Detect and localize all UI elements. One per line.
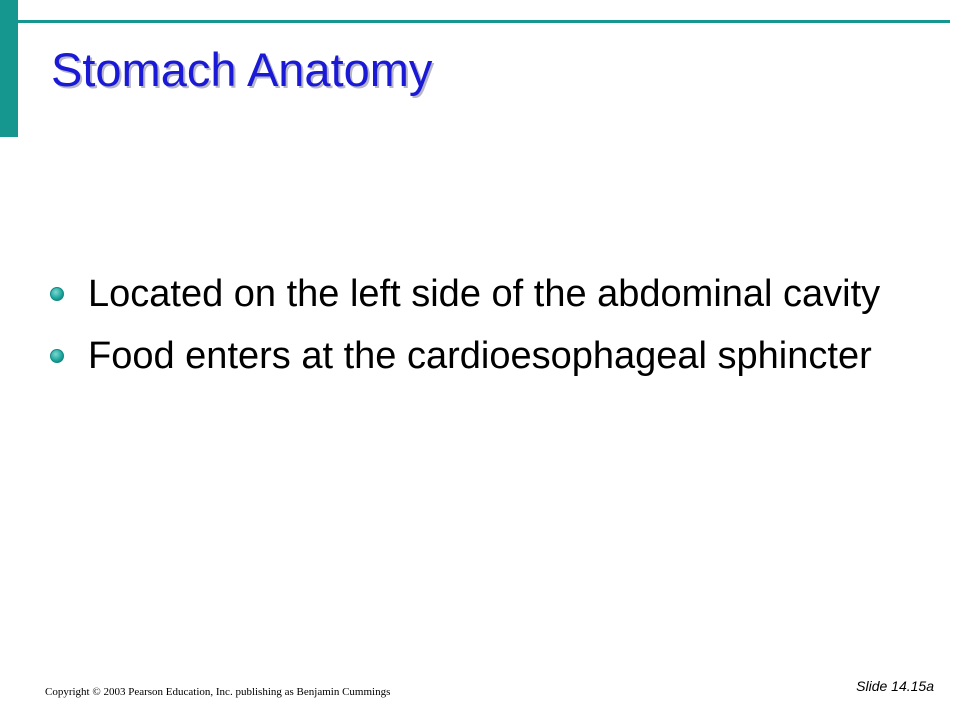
accent-bar-horizontal: [18, 20, 950, 23]
copyright-text: Copyright © 2003 Pearson Education, Inc. publishing as Benjamin Cummings: [45, 686, 391, 698]
accent-bar-vertical: [0, 0, 18, 137]
bullet-item: [50, 272, 910, 316]
bullet-text: Food enters at the cardioesophageal sphincter: [88, 335, 872, 377]
bullet-text: Located on the left side of the abdominal cavity: [88, 273, 881, 315]
bullet-list: [50, 272, 910, 396]
slide-title: Stomach Anatomy: [51, 43, 433, 96]
bullet-dot-icon: [50, 287, 64, 301]
bullet-item: [50, 334, 910, 378]
bullet-dot-icon: [50, 349, 64, 363]
slide-number: Slide 14.15a: [856, 678, 934, 694]
